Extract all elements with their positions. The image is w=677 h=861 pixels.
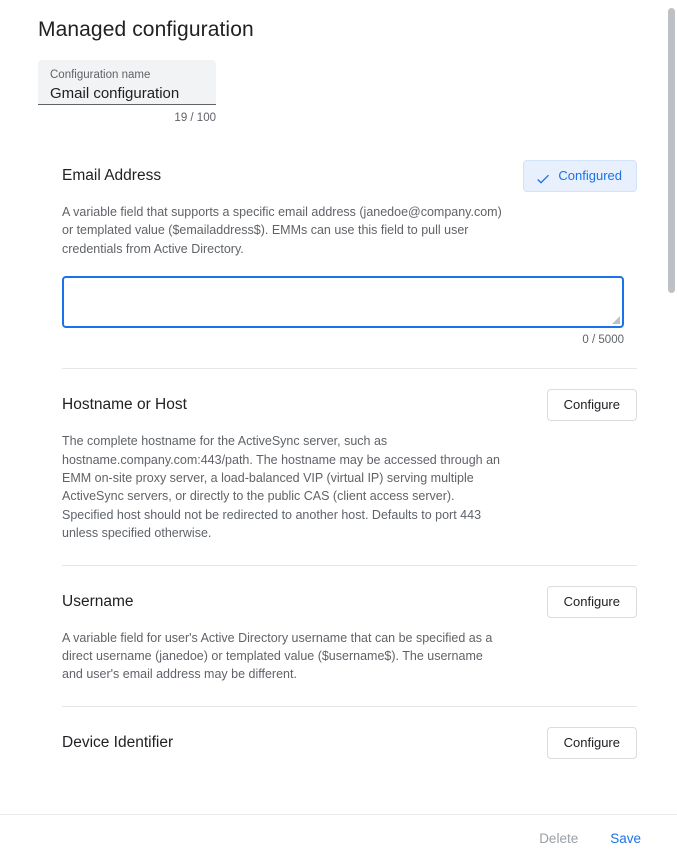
section-header: [62, 727, 637, 759]
section-header: [62, 160, 637, 192]
section-title: Hostname or Host: [62, 396, 187, 414]
section-title: Username: [62, 592, 134, 610]
scrollbar-track[interactable]: [667, 0, 677, 813]
page-title: Managed configuration: [38, 18, 254, 41]
section-header: [62, 586, 637, 618]
configuration-name-counter: 19 / 100: [174, 112, 216, 124]
scrollbar-thumb[interactable]: [668, 8, 675, 293]
configuration-name-value: Gmail configuration: [50, 85, 180, 102]
email-address-textarea-wrap[interactable]: [62, 276, 624, 328]
email-address-textarea[interactable]: [64, 278, 622, 326]
section-device-identifier: [62, 707, 637, 769]
section-title: Device Identifier: [62, 733, 174, 751]
section-description: A variable field that supports a specific email address (janedoe@company.com) or templated value ($emailaddress$). EMMs can use this field to pull user credentials from Active Directory.: [62, 205, 502, 256]
delete-button[interactable]: Delete: [527, 823, 590, 854]
configuration-name-field-wrap: [38, 60, 216, 105]
section-description: The complete hostname for the ActiveSync server, such as hostname.company.com:443/path. The hostname may be accessed through an EMM on-site proxy server, a load-balanced VIP (virtual IP) serving multiple ActiveSync servers, or directly to the public CAS (client access server). Specified host should not be redirected to another host. Defaults to port 443 unless specified otherwise.: [62, 434, 500, 541]
section-username: [62, 566, 637, 707]
configuration-name-input[interactable]: [38, 60, 216, 105]
section-email-address: [62, 140, 637, 369]
email-address-configured-label: Configured: [558, 168, 622, 183]
hostname-configure-button[interactable]: Configure: [547, 389, 637, 421]
section-description: A variable field for user's Active Directory username that can be specified as a direct username (janedoe) or templated value ($username$). The username and user's email address may be different.: [62, 630, 493, 682]
dialog-footer: [0, 814, 677, 861]
configuration-name-label: Configuration name: [50, 69, 151, 81]
device-identifier-configure-button[interactable]: Configure: [547, 727, 637, 759]
sections-list: [38, 140, 637, 769]
email-address-char-counter: 0 / 5000: [582, 334, 624, 347]
email-address-configured-button[interactable]: [523, 160, 637, 192]
content-inner: [0, 18, 677, 769]
section-header: [62, 389, 637, 421]
section-title: Email Address: [62, 167, 162, 184]
section-hostname-or-host: [62, 369, 637, 565]
save-button[interactable]: Save: [598, 823, 653, 854]
username-configure-button[interactable]: Configure: [547, 586, 637, 618]
check-icon: [535, 168, 551, 184]
